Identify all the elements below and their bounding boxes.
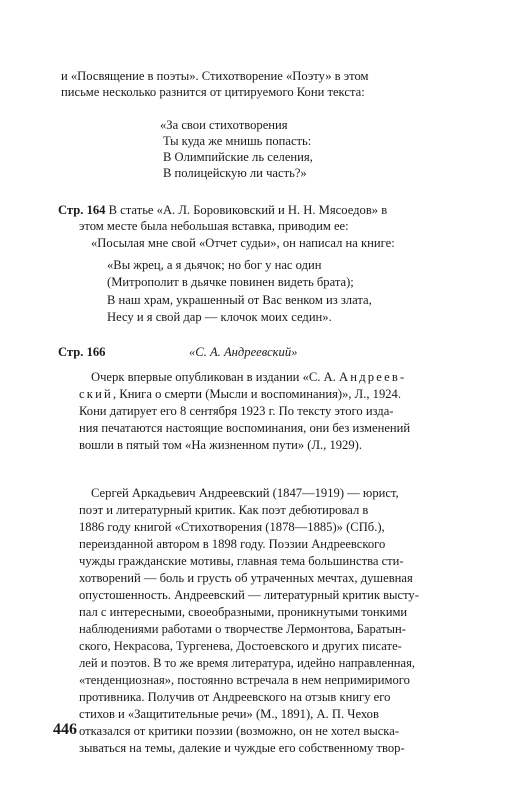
paragraph-line: письме несколько разнится от цитируемого Кони текста:: [61, 85, 365, 99]
note-166-line: Кони датирует его 8 сентября 1923 г. По тексту этого изда-: [79, 404, 394, 418]
poem-line: «Вы жрец, а я дьячок; но бог у нас один: [107, 258, 322, 272]
poem-line: В наш храм, украшенный от Вас венком из злата,: [107, 293, 372, 307]
paragraph-line: чужды гражданские мотивы, главная тема большинства сти-: [79, 554, 404, 568]
paragraph-line: переизданной автором в 1898 году. Поэзии Андреевского: [79, 537, 386, 551]
paragraph-line: стихов и «Защитительные речи» (М., 1891), А. П. Чехов: [79, 707, 379, 721]
paragraph-line: лей и поэтов. В то же время литература, идейно направленная,: [79, 656, 416, 670]
note-166-line: ния печатаются настоящие воспоминания, они без изменений: [79, 421, 411, 435]
paragraph-line: «тенденциозная», постоянно встречала в нем непримиримого: [79, 673, 410, 687]
note-166-label: Стр. 166: [58, 345, 106, 359]
paragraph-line: пал с интересными, своеобразными, проникнутыми тонкими: [79, 605, 408, 619]
note-164-quote-intro: «Посылая мне свой «Отчет судьи», он написал на книге:: [91, 236, 395, 250]
note-164-first-line: [58, 202, 387, 218]
poem-line: В полицейскую ли часть?»: [163, 166, 307, 180]
poem-line: Несу и я свой дар — клочок моих седин».: [107, 310, 332, 324]
paragraph-line: опустошенность. Андреевский — литературный критик высту-: [79, 588, 419, 602]
paragraph-line: зываться на темы, далекие и чуждые его собственному твор-: [79, 741, 405, 755]
paragraph-line: Сергей Аркадьевич Андреевский (1847—1919) — юрист,: [91, 486, 399, 500]
poem-line: «За свои стихотворения: [160, 118, 288, 132]
note-164-text: В статье «А. Л. Боровиковский и Н. Н. Мясоедов» в: [108, 203, 388, 217]
paragraph-line: наблюдениями работами о творчестве Лермонтова, Баратын-: [79, 622, 406, 636]
paragraph-line: поэт и литературный критик. Как поэт дебютировал в: [79, 503, 369, 517]
poem-line: Ты куда же мнишь попасть:: [163, 134, 312, 148]
poem-line: В Олимпийские ль селения,: [163, 150, 313, 164]
note-164-label: Стр. 164: [58, 203, 106, 217]
paragraph-line: и «Посвящение в поэты». Стихотворение «Поэту» в этом: [61, 69, 369, 83]
note-166-title: «С. А. Андреевский»: [189, 345, 298, 359]
paragraph-line: ского, Некрасова, Тургенева, Достоевского и других писате-: [79, 639, 402, 653]
note-166-line: вошли в пятый том «На жизненном пути» (Л., 1929).: [79, 438, 362, 452]
note-166-line: ский, Книга о смерти (Мысли и воспоминания)», Л., 1924.: [79, 387, 401, 401]
paragraph-line: 1886 году книгой «Стихотворения (1878—1885)» (СПб.),: [79, 520, 385, 534]
poem-line: (Митрополит в дьячке повинен видеть брата);: [107, 275, 354, 289]
paragraph-line: противника. Получив от Андреевского на отзыв книгу его: [79, 690, 391, 704]
note-166-line: Очерк впервые опубликован в издании «С. А. Андреев-: [91, 370, 407, 384]
page-number: 446: [53, 721, 77, 738]
paragraph-line: хотворений — боль и грусть об утраченных мечтах, душевная: [79, 571, 413, 585]
paragraph-line: отказался от критики поэзии (возможно, он не хотел выска-: [79, 724, 400, 738]
note-164-second-line: этом месте была небольшая вставка, приводим ее:: [79, 219, 349, 233]
